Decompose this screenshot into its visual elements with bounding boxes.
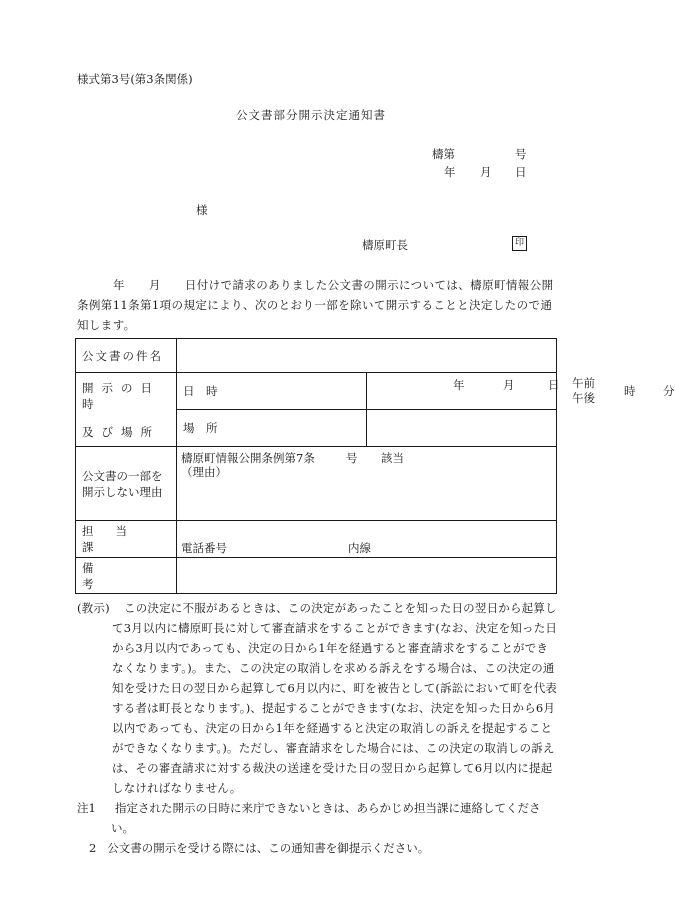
intro-text: 日付けで請求のありました公文書の開示については、檮原町情報公開条例第11条第1項の規定により、次のとおり一部を除いて開示することと決定したので通知します。 bbox=[77, 278, 554, 332]
note-2-number: 2 bbox=[89, 841, 97, 855]
notice-heading: (教示) bbox=[77, 601, 110, 615]
remarks-label: 備考 bbox=[76, 558, 177, 594]
issue-date-year: 年 bbox=[444, 165, 456, 179]
reason-label: 公文書の一部を 開示しない理由 bbox=[76, 447, 177, 521]
addressee: 様 bbox=[196, 203, 208, 217]
appeal-notice bbox=[77, 598, 559, 798]
issue-date-month: 月 bbox=[480, 165, 492, 179]
document-title: 公文書部分開示決定通知書 bbox=[236, 108, 386, 122]
department-value: 電話番号 内線 bbox=[177, 521, 557, 558]
form-number: 様式第3号(第3条関係) bbox=[77, 72, 193, 86]
issuer-name: 檮原町長 bbox=[362, 238, 408, 252]
reference-number-suffix: 号 bbox=[515, 147, 527, 161]
intro-year: 年 bbox=[113, 278, 125, 292]
notice-text: この決定に不服があるときは、この決定があったことを知った日の翌日から起算して3月以内に檮原町長に対して審査請求をすることができます(なお、決定を知った日から3月以内であっても、決定の日から1年を経過すると審査請求をすることができなくなります。)。また、この決定の取消しを求める訴えをする場合は、この決定の通知を受けた日の翌日から起算して6月以内に、町を被告として(訴訟において町を代表する者は町長となります。)、提起することができます(なお、決定を知った日から6月以内であっても、決定の日から1年を経過すると決定の取消しの訴えを提起することができなくなります。)。ただし、審査請求をした場合には、この決定の取消しの訴えは、その審査請求に対する裁決の送達を受けた日の翌日から起算して6月以内に提起しなければなりません。 bbox=[112, 601, 558, 795]
place-value bbox=[367, 410, 557, 447]
note-2 bbox=[77, 838, 559, 858]
datetime-value: 年 月 日 午前 午後 時 分 bbox=[367, 373, 557, 410]
notes bbox=[77, 798, 559, 858]
doc-name-label: 公文書の件名 bbox=[76, 339, 177, 373]
note-1: 指定された開示の日時に来庁できないときは、あらかじめ担当課に連絡してください。 bbox=[111, 801, 541, 835]
remarks-value bbox=[177, 558, 557, 594]
seal-stamp: 印 bbox=[512, 236, 527, 251]
datetime-place-label: 開示の日時 及び場所 bbox=[76, 373, 177, 447]
intro-month: 月 bbox=[148, 278, 161, 292]
note-2-text: 公文書の開示を受ける際には、この通知書を御提示ください。 bbox=[107, 841, 430, 855]
department-label: 担当課 bbox=[76, 521, 177, 558]
reference-number-prefix: 檮第 bbox=[432, 147, 455, 161]
datetime-label: 日 時 bbox=[177, 373, 367, 410]
place-label: 場 所 bbox=[177, 410, 367, 447]
disclosure-form-table bbox=[75, 338, 675, 594]
intro-paragraph bbox=[77, 275, 555, 335]
reason-value: 檮原町情報公開条例第7条 号 該当 （理由） bbox=[177, 447, 557, 521]
doc-name-value bbox=[177, 339, 557, 373]
issue-date-day: 日 bbox=[515, 165, 527, 179]
notes-heading: 注1 bbox=[77, 801, 96, 815]
